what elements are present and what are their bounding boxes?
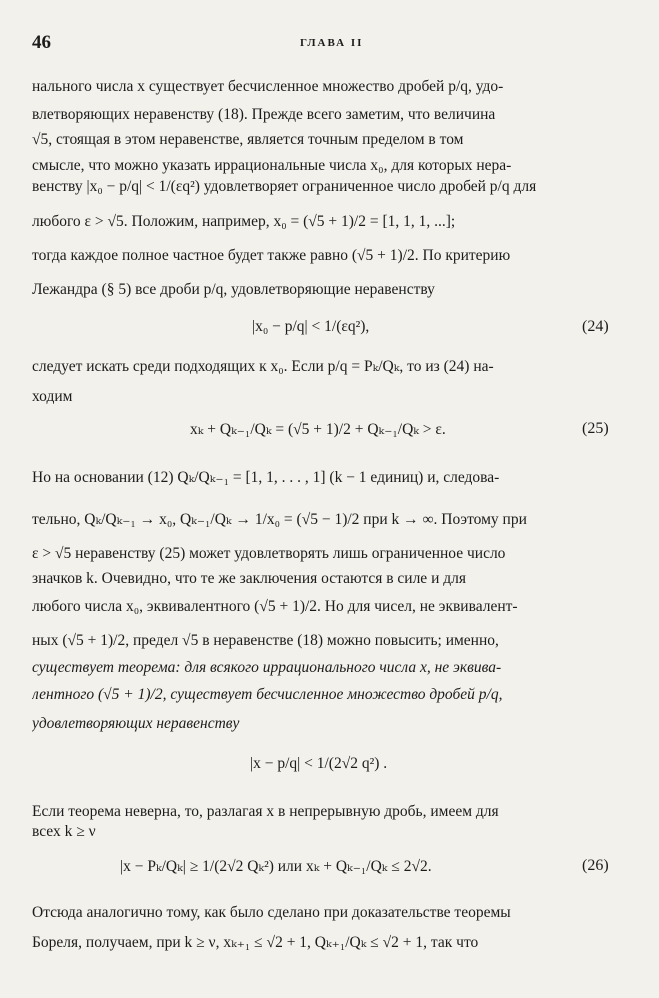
text-line: ε > √5 неравенству (25) может удовлетворять лишь ограниченное число [32, 545, 506, 562]
text-line: √5, стоящая в этом неравенстве, является точным пределом в том [32, 131, 464, 148]
page-header [0, 32, 659, 56]
text-line: любого ε > √5. Положим, например, x₀ = (√5 + 1)/2 = [1, 1, 1, ...]; [32, 213, 456, 230]
equation-number-24: (24) [582, 318, 609, 335]
text-line: всех k ≥ ν [32, 823, 96, 840]
running-head: ГЛАВА II [300, 37, 364, 49]
text-line: Лежандра (§ 5) все дроби p/q, удовлетворяющие неравенству [32, 281, 435, 298]
text-line: ных (√5 + 1)/2, предел √5 в неравенстве (18) можно повысить; именно, [32, 632, 499, 649]
text-line: влетворяющих неравенству (18). Прежде всего заметим, что величина [32, 106, 496, 123]
equation-theorem: |x − p/q| < 1/(2√2 q²) . [250, 755, 388, 772]
text-line-theorem: лентного (√5 + 1)/2, существует бесчисленное множество дробей p/q, [32, 686, 503, 703]
text-line-theorem: удовлетворяющих неравенству [32, 715, 240, 732]
equation-26: |x − Pₖ/Qₖ| ≥ 1/(2√2 Qₖ²) или xₖ + Qₖ₋₁/Qₖ ≤ 2√2. [120, 858, 432, 875]
text-line: ходим [32, 388, 73, 405]
text-line: следует искать среди подходящих к x₀. Если p/q = Pₖ/Qₖ, то из (24) на- [32, 358, 494, 375]
text-line: любого числа x₀, эквивалентного (√5 + 1)/2. Но для чисел, не эквивалент- [32, 598, 518, 615]
equation-number-26: (26) [582, 857, 609, 874]
equation-number-25: (25) [582, 420, 609, 437]
equation-24: |x₀ − p/q| < 1/(εq²), [252, 318, 370, 335]
text-line: Если теорема неверна, то, разлагая x в непрерывную дробь, имеем для [32, 803, 499, 820]
page-number: 46 [32, 32, 51, 53]
text-line: тельно, Qₖ/Qₖ₋₁ → x₀, Qₖ₋₁/Qₖ → 1/x₀ = (√5 − 1)/2 при k → ∞. Поэтому при [32, 511, 527, 528]
text-line: нального числа x существует бесчисленное множество дробей p/q, удо- [32, 78, 504, 95]
text-line: Бореля, получаем, при k ≥ ν, xₖ₊₁ ≤ √2 + 1, Qₖ₊₁/Qₖ ≤ √2 + 1, так что [32, 934, 479, 951]
text-line-theorem: существует теорема: для всякого иррационального числа x, не эквива- [32, 659, 502, 676]
text-line: тогда каждое полное частное будет также равно (√5 + 1)/2. По критерию [32, 247, 511, 264]
equation-25: xₖ + Qₖ₋₁/Qₖ = (√5 + 1)/2 + Qₖ₋₁/Qₖ > ε. [190, 421, 446, 438]
text-line: венству |x₀ − p/q| < 1/(εq²) удовлетворяет ограниченное число дробей p/q для [32, 178, 537, 195]
text-line: значков k. Очевидно, что те же заключения остаются в силе и для [32, 570, 466, 587]
text-line: смысле, что можно указать иррациональные числа x₀, для которых нера- [32, 157, 512, 174]
text-line: Но на основании (12) Qₖ/Qₖ₋₁ = [1, 1, . . . , 1] (k − 1 единиц) и, следова- [32, 469, 500, 486]
text-line: Отсюда аналогично тому, как было сделано при доказательстве теоремы [32, 904, 511, 921]
